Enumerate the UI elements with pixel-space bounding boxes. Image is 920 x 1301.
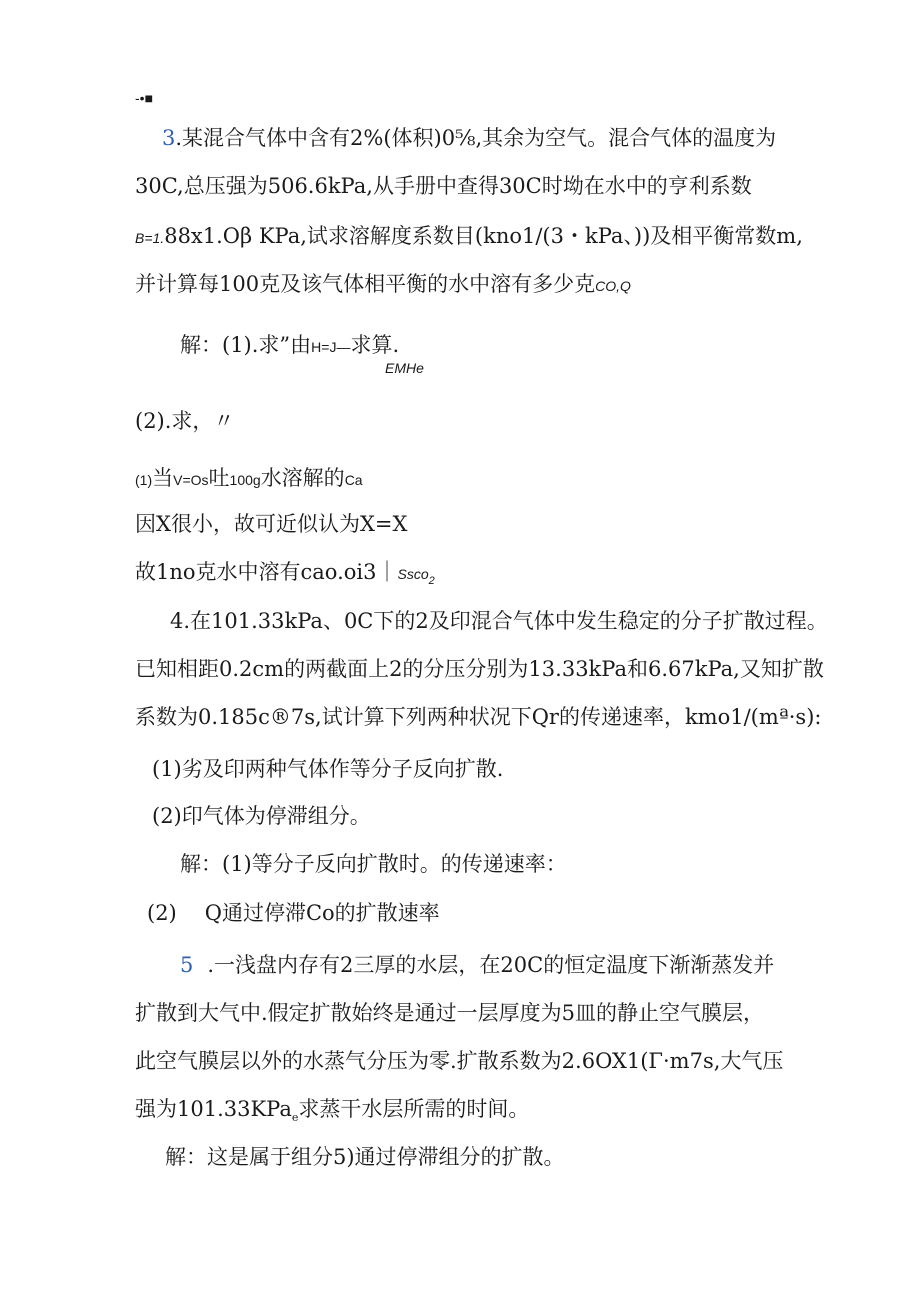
p3-line-4: 并计算每100克及该气体相平衡的水中溶有多少克CO,Q [135, 272, 631, 296]
p3-solution-4: 因X很小，故可近似认为X=X [135, 512, 408, 536]
p4-line-4: (1)劣及印两种气体作等分子反向扩散. [152, 757, 504, 781]
p3-number: 3 [162, 126, 176, 150]
p4-line-2: 已知相距0.2cm的两截面上2的分压分别为13.33kPa和6.67kPa,又知扩散 [135, 657, 824, 681]
p3-line-1: 3.某混合气体中含有2%(体积)0⅝,其余为空气。混合气体的温度为 [162, 126, 777, 150]
p5-line-4: 强为101.33KPa$_e$求蒸干水层所需的时间。 [135, 1097, 530, 1125]
p4-line-1: 4.在101.33kPa、0C下的2及印混合气体中发生稳定的分子扩散过程。 [170, 609, 828, 633]
p4-line-3: 系数为0.185c®7s,试计算下列两种状况下Qr的传递速率，kmo1∕(mª·s): [135, 705, 822, 729]
p3-solution-3: (1)当V=Os吐100g水溶解的Ca [135, 466, 363, 490]
p3-solution-1-under: EMHe [385, 360, 424, 376]
p4-solution-1: 解：(1)等分子反向扩散时。的传递速率： [180, 852, 567, 876]
p5-line-1: 5 .一浅盘内存有2三厚的水层，在20C的恒定温度下渐渐蒸发并 [180, 953, 775, 977]
p3-line-2: 30C,总压强为506.6kPa,从手册中查得30C时坳在水中的亨利系数 [135, 174, 752, 198]
p5-number: 5 [180, 953, 194, 977]
p3-solution-2: (2).求，〃 [135, 409, 235, 433]
p3-solution-1: 解：(1).求”由H=J—求算. [180, 333, 400, 357]
p4-solution-2: (2) Q通过停滞Co的扩散速率 [147, 901, 440, 925]
p3-line-3: B=1.88x1.Oβ KPa,试求溶解度系数目(kno1∕(3・kPa、))及相平衡常数m, [135, 224, 803, 248]
p4-line-5: (2)印气体为停滞组分。 [152, 804, 371, 828]
p5-line-3: 此空气膜层以外的水蒸气分压为零.扩散系数为2.6OX1(Γ·m7s,大气压 [135, 1049, 784, 1073]
p5-line-2: 扩散到大气中.假定扩散始终是通过一层厚度为5皿的静止空气膜层， [135, 1001, 765, 1025]
header-mark: -•■ [135, 90, 154, 106]
p5-solution-1: 解：这是属于组分5)通过停滞组分的扩散。 [165, 1145, 565, 1169]
p3-solution-5: 故1no克水中溶有cao.oi3｜Ssco$_2$ [135, 560, 435, 588]
